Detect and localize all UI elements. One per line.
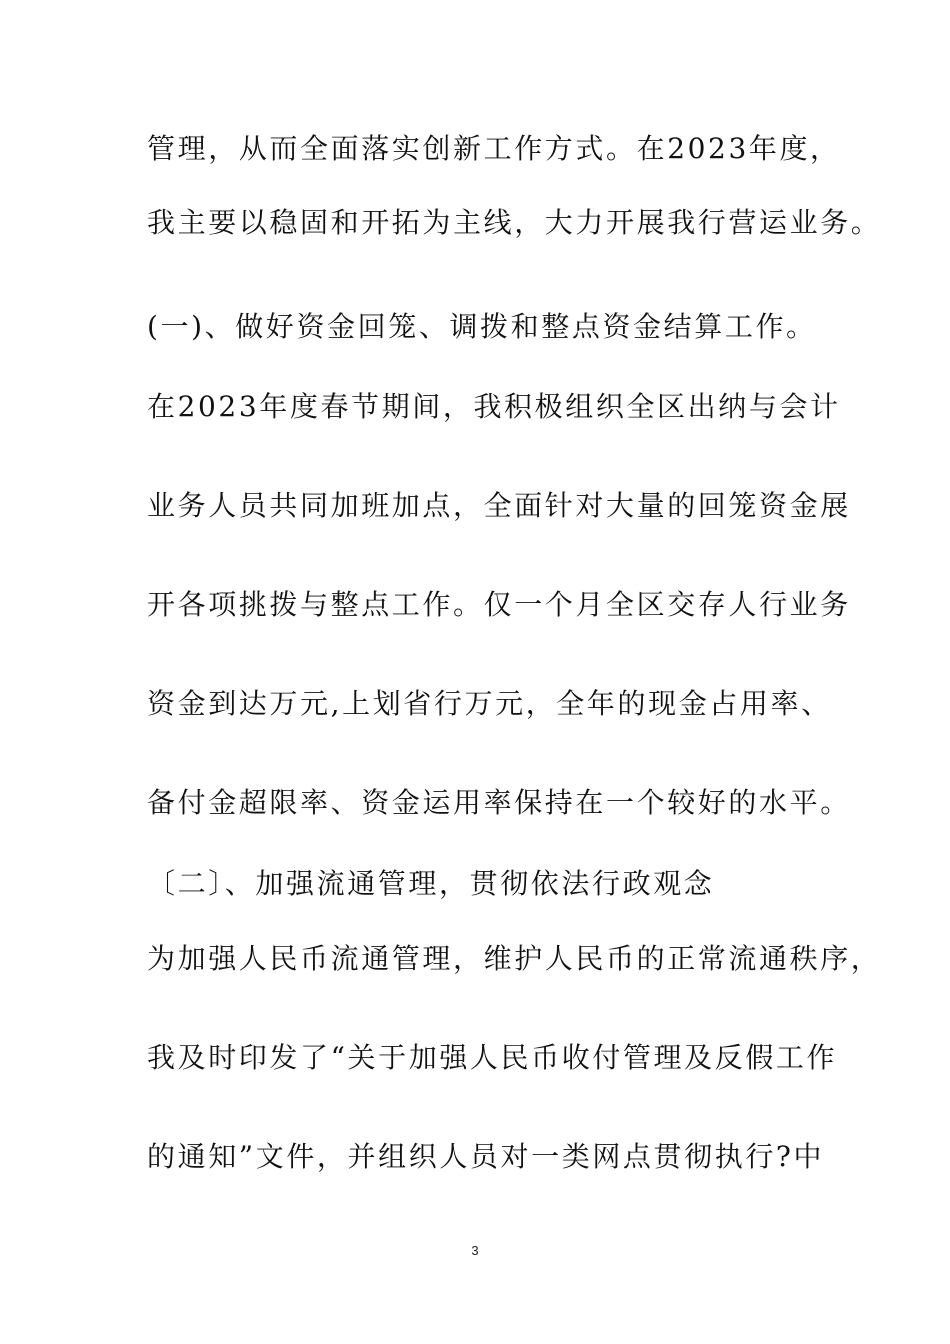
page-number: 3 (471, 1243, 479, 1258)
body-text-line: 的通知”文件，并组织人员对一类网点贯彻执行?中 (147, 1140, 825, 1173)
body-text-line: 资金到达万元,上划省行万元，全年的现金占用率、 (147, 687, 832, 720)
section-heading: (一)、做好资金回笼、调拨和整点资金结算工作。 (147, 310, 817, 343)
body-text-line: 我及时印发了“关于加强人民币收付管理及反假工作 (147, 1041, 838, 1074)
body-text-line: 在2023年度春节期间，我积极组织全区出纳与会计 (147, 390, 841, 423)
body-text-line: 备付金超限率、资金运用率保持在一个较好的水平。 (147, 786, 851, 819)
body-text-line: 我主要以稳固和开拓为主线，大力开展我行营运业务。 (147, 206, 882, 239)
body-text-line: 开各项挑拨与整点工作。仅一个月全区交存人行业务 (147, 588, 851, 621)
body-text-line: 管理，从而全面落实创新工作方式。在2023年度， (147, 132, 841, 165)
section-heading: 〔二〕、加强流通管理，贯彻依法行政观念 (147, 867, 715, 900)
body-text-line: 业务人员共同加班加点，全面针对大量的回笼资金展 (147, 489, 851, 522)
body-text-line: 为加强人民币流通管理，维护人民币的正常流通秩序， (147, 942, 882, 975)
